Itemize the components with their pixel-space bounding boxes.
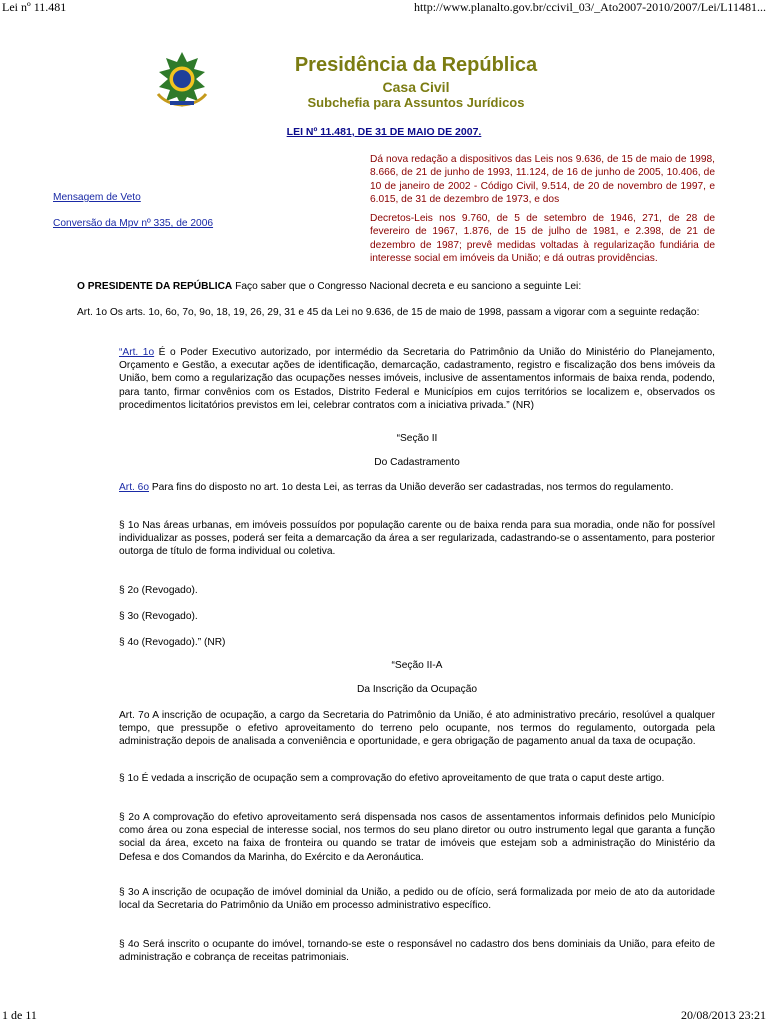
- section-2-heading: “Seção II: [396, 433, 438, 444]
- art6-par4: § 4o (Revogado).” (NR): [119, 637, 226, 648]
- section-2a-heading: “Seção II-A: [391, 660, 443, 671]
- print-footer-page: 1 de 11: [2, 1008, 37, 1022]
- art6-par1: § 1o Nas áreas urbanas, em imóveis possuídos por população carente ou de baixa renda para sua moradia, onde não for possível individualizar as posses, poderá ser feita a demarcação da área a ser regularizada, cadastrando-se o assentamento, para posterior outorga de título de forma individual ou coletiva.: [119, 520, 715, 558]
- print-footer-date: 20/08/2013 23:21: [680, 1008, 766, 1022]
- page-subtitle-2: Subchefia para Assuntos Jurídicos: [307, 95, 525, 110]
- art7-par4: § 4o Será inscrito o ocupante do imóvel, tornando-se este o responsável no cadastro dos bens dominiais da União, para efeito de administração e cobrança de receitas patrimoniais.: [119, 939, 715, 964]
- art6-par3: § 3o (Revogado).: [119, 611, 198, 622]
- art6-paragraph: [119, 481, 715, 494]
- mpv-conversion-link[interactable]: Conversão da Mpv nº 335, de 2006: [53, 218, 214, 229]
- intro-rest: Faço saber que o Congresso Nacional decreta e eu sanciono a seguinte Lei:: [232, 281, 582, 292]
- page-subtitle: Casa Civil: [382, 79, 450, 95]
- ementa-part-1: Dá nova redação a dispositivos das Leis nos 9.636, de 15 de maio de 1998, 8.666, de 21 de junho de 1993, 11.124, de 16 de junho de 2005, 10.406, de 10 de janeiro de 2002 - Código Civil, 9.514, de 20 de novembro de 1997, e 6.015, de 31 de dezembro de 1973, e dos: [370, 154, 715, 205]
- section-2-title: Do Cadastramento: [374, 457, 460, 468]
- art1-link[interactable]: “Art. 1o: [119, 347, 155, 358]
- ementa-part-2: Decretos-Leis nos 9.760, de 5 de setembro de 1946, 271, de 28 de fevereiro de 1967, 1.876, de 15 de julho de 1981, e 2.398, de 21 de dezembro de 1987; prevê medidas voltadas à regularização fundiária de interesse social em imóveis da União; e dá outras providências.: [370, 213, 715, 265]
- quoted-art1: [119, 346, 715, 412]
- veto-message-link[interactable]: Mensagem de Veto: [53, 192, 141, 203]
- intro-paragraph: [77, 280, 715, 293]
- print-header-url: http://www.planalto.gov.br/ccivil_03/_Ato2007-2010/2007/Lei/L11481...: [414, 0, 766, 14]
- coat-of-arms-icon: [152, 50, 212, 110]
- page-title: Presidência da República: [294, 54, 538, 76]
- ementa: [370, 153, 715, 265]
- print-header-title: Lei nº 11.481: [2, 0, 67, 14]
- intro-bold: O PRESIDENTE DA REPÚBLICA: [77, 281, 233, 292]
- art1-text: É o Poder Executivo autorizado, por intermédio da Secretaria do Patrimônio da União do Ministério do Planejamento, Orçamento e Gestão, a executar ações de identificação, demarcação, cadastramento, registro e fiscalização dos bens imóveis da União, bem como a regularização das ocupações nesses imóveis, inclusive de assentamentos informais de baixa renda, podendo, para tanto, firmar convênios com os Estados, Distrito Federal e Municípios em cujos territórios se localizem e, observados os procedimentos licitatórios previstos em lei, celebrar contratos com a iniciativa privada.” (NR): [119, 347, 715, 411]
- art6-par2: § 2o (Revogado).: [119, 585, 198, 596]
- art1-paragraph: Art. 1o Os arts. 1o, 6o, 7o, 9o, 18, 19, 26, 29, 31 e 45 da Lei no 9.636, de 15 de maio de 1998, passam a vigorar com a seguinte redação:: [77, 307, 700, 318]
- art7-paragraph: Art. 7o A inscrição de ocupação, a cargo da Secretaria do Patrimônio da União, é ato administrativo precário, resolúvel a qualquer tempo, que pressupõe o efetivo aproveitamento do terreno pelo ocupante, nos termos do regulamento, outorgada pela administração depois de analisada a conveniência e oportunidade, e gera obrigação de pagamento anual da taxa de ocupação.: [119, 710, 715, 748]
- art6-text: Para fins do disposto no art. 1o desta Lei, as terras da União deverão ser cadastradas, nos termos do regulamento.: [149, 482, 674, 493]
- law-title[interactable]: LEI Nº 11.481, DE 31 DE MAIO DE 2007.: [286, 126, 482, 138]
- section-2a-title: Da Inscrição da Ocupação: [356, 684, 478, 695]
- art7-par2: § 2o A comprovação do efetivo aproveitamento será dispensada nos casos de assentamentos informais definidos pelo Município como área ou zona especial de interesse social, nos termos do seu plano diretor ou outro instrumento legal que garanta a função social da área, exceto na faixa de fronteira ou quando se tratar de imóveis que estejam sob a administração do Ministério da Defesa e dos Comandos da Marinha, do Exército e da Aeronáutica.: [119, 812, 715, 863]
- art7-par1: § 1o É vedada a inscrição de ocupação sem a comprovação do efetivo aproveitamento de que trata o caput deste artigo.: [119, 773, 665, 784]
- art7-par3: § 3o A inscrição de ocupação de imóvel dominial da União, a pedido ou de ofício, será formalizada por meio de ato da autoridade local da Secretaria do Patrimônio da União em processo administrativo específico.: [119, 887, 715, 912]
- art6-link[interactable]: Art. 6o: [119, 482, 150, 493]
